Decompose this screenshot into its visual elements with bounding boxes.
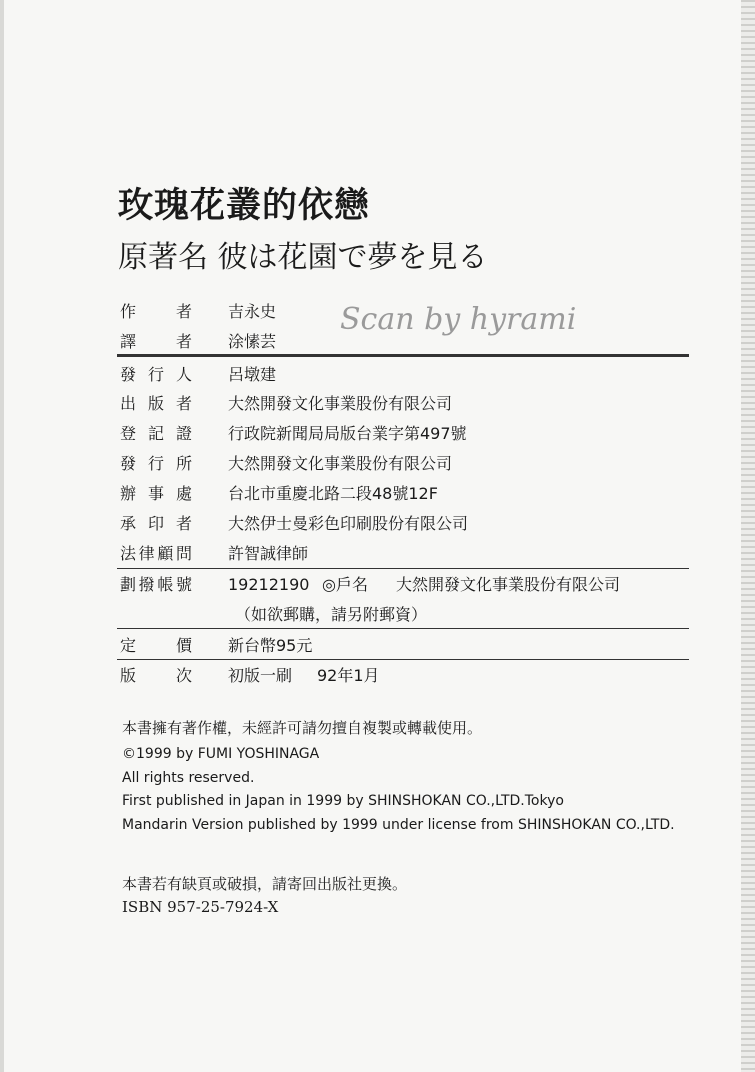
translator-label: 譯者 xyxy=(120,332,192,351)
issuer-label: 發行人 xyxy=(120,365,192,384)
postal-note: （如欲郵購，請另附郵資） xyxy=(235,605,428,624)
price-value: 新台幣95元 xyxy=(228,636,313,655)
copyright-line: ©1999 by FUMI YOSHINAGA xyxy=(122,746,320,762)
legal-value: 許智誠律師 xyxy=(228,544,309,563)
author-value: 吉永史 xyxy=(228,302,277,321)
edition-date: 92年1月 xyxy=(317,666,380,685)
divider xyxy=(117,628,689,629)
divider xyxy=(117,659,689,660)
distributor-value: 大然開發文化事業股份有限公司 xyxy=(228,454,453,473)
issuer-value: 呂墩建 xyxy=(228,365,277,384)
postal-label: 劃撥帳號 xyxy=(120,575,192,594)
copyright-notice: 本書擁有著作權，未經許可請勿擅自複製或轉載使用。 xyxy=(122,719,483,737)
printer-value: 大然伊士曼彩色印刷股份有限公司 xyxy=(228,514,469,533)
rights-line: All rights reserved. xyxy=(122,770,255,786)
original-title: 原著名 彼は花園で夢を見る xyxy=(118,240,488,275)
office-label: 辦事處 xyxy=(120,484,192,503)
page-right-edge xyxy=(741,0,755,1072)
postal-number: 19212190 xyxy=(228,575,310,594)
edition-value: 初版一刷 xyxy=(228,666,293,685)
divider-thick xyxy=(117,354,689,357)
mandarin-version-line: Mandarin Version published by 1999 under license from SHINSHOKAN CO.,LTD. xyxy=(122,817,675,833)
publisher-label: 出版者 xyxy=(120,394,192,413)
printer-label: 承印者 xyxy=(120,514,192,533)
author-label: 作者 xyxy=(120,302,192,321)
scan-watermark: Scan by hyrami xyxy=(340,302,577,337)
replacement-notice: 本書若有缺頁或破損，請寄回出版社更換。 xyxy=(122,875,408,893)
registration-label: 登記證 xyxy=(120,424,192,443)
translator-value: 涂愫芸 xyxy=(228,332,277,351)
first-published-line: First published in Japan in 1999 by SHINSHOKAN CO.,LTD.Tokyo xyxy=(122,793,564,809)
book-title: 玫瑰花叢的依戀 xyxy=(118,186,371,226)
office-value: 台北市重慶北路二段48號12F xyxy=(228,484,438,503)
registration-value: 行政院新聞局局版台業字第497號 xyxy=(228,424,467,443)
account-name: 大然開發文化事業股份有限公司 xyxy=(396,575,621,594)
divider xyxy=(117,568,689,569)
legal-label: 法律顧問 xyxy=(120,544,192,563)
isbn: ISBN 957-25-7924-X xyxy=(122,898,279,916)
edition-label: 版次 xyxy=(120,666,192,685)
price-label: 定價 xyxy=(120,636,192,655)
account-name-label: ◎戶名 xyxy=(322,575,368,594)
page-left-edge xyxy=(0,0,4,1072)
distributor-label: 發行所 xyxy=(120,454,192,473)
publisher-value: 大然開發文化事業股份有限公司 xyxy=(228,394,453,413)
